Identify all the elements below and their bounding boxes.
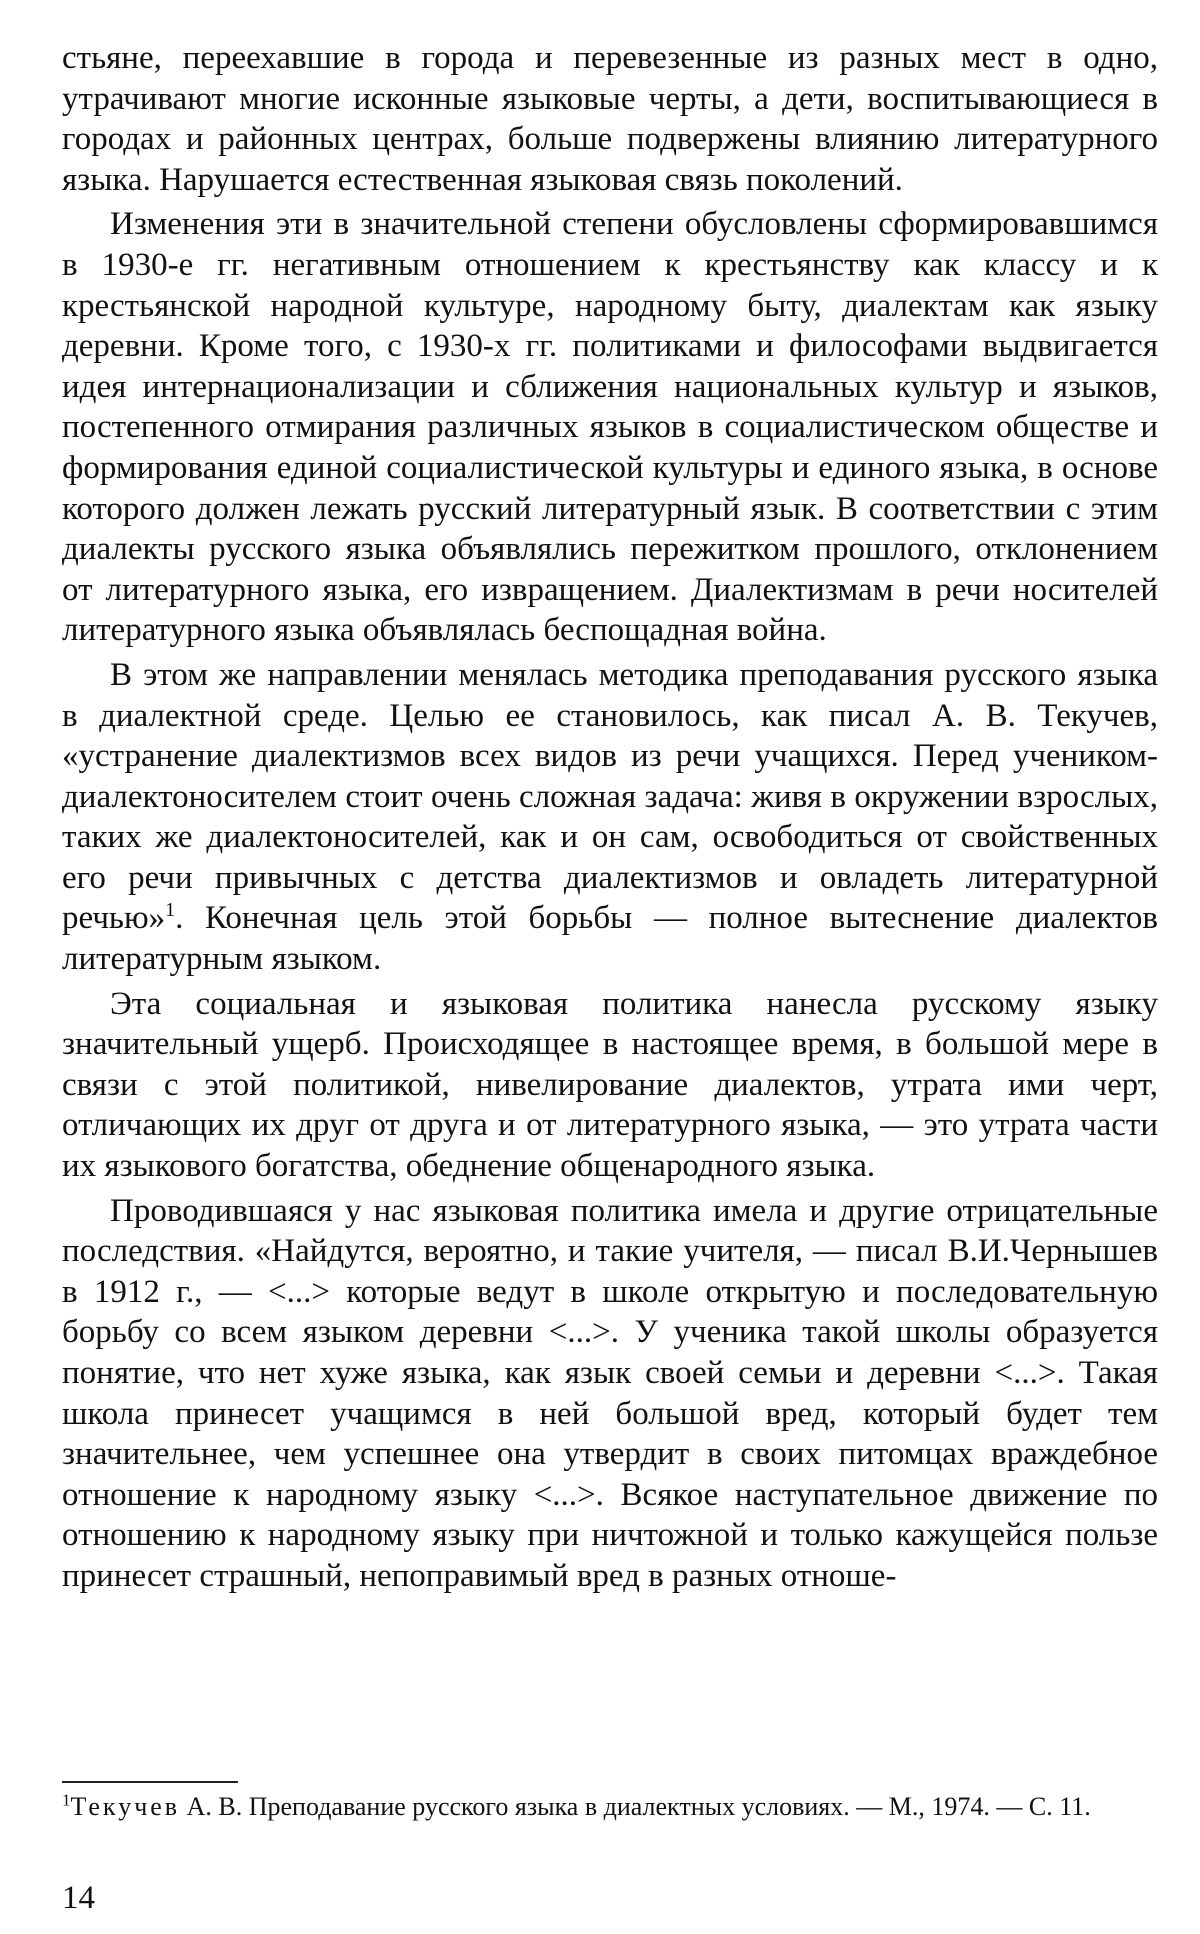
footnote-number: 1	[62, 1790, 71, 1810]
paragraph-3-text: В этом же направлении менялась методика преподавания русского языка в диалектной среде. Целью ее становилось, как писал А. В. Текучев, «устранение диалектизмов всех видов из речи учащихся. Перед учеником-диалектоносителем стоит очень сложная задача: живя в окружении взрослых, таких же диалектоносителей, как и он сам, освободиться от свойственных его речи привычных с детства диалектизмов и овладеть литературной речью»	[62, 656, 1158, 937]
paragraph-3-tail: . Конечная цель этой борьбы — полное вытеснение диалектов литературным языком.	[62, 900, 1158, 978]
footnote-marker: 1	[165, 899, 176, 922]
paragraph-4: Эта социальная и языковая политика нанесла русскому языку значительный ущерб. Происходящее в настоящее время, в большой мере в связи с этой политикой, нивелирование диалектов, утрата ими черт, отличающих их друг от друга и от литературного языка, — это утрата части их языкового богатства, обеднение общенародного языка.	[62, 985, 1158, 1185]
page-body	[62, 38, 1158, 1597]
paragraph-2: Изменения эти в значительной степени обусловлены сформировавшимся в 1930-е гг. негативным отношением к крестьянству как классу и к крестьянской народной культуре, народному быту, диалектам как языку деревни. Кроме того, с 1930-х гг. политиками и философами выдвигается идея интернационализации и сближения национальных культур и языков, постепенного отмирания различных языков в социалистическом обществе и формирования единой социалистической культуры и единого языка, в основе которого должен лежать русский литературный язык. В соответствии с этим диалекты русского языка объявлялись пережитком прошлого, отклонением от литературного языка, его извращением. Диалектизмам в речи носителей литературного языка объявлялась беспощадная война.	[62, 206, 1158, 649]
page-number: 14	[62, 1880, 95, 1916]
footnote-author: Текучев	[70, 1792, 181, 1821]
footnote	[62, 1790, 1158, 1824]
paragraph-5: Проводившаяся у нас языковая политика имела и другие отрицательные последствия. «Найдутся, вероятно, и такие учителя, — писал В.И.Чернышев в 1912 г., — <...> которые ведут в школе открытую и последовательную борьбу со всем языком деревни <...>. У ученика такой школы образуется понятие, что нет хуже языка, как язык своей семьи и деревни <...>. Такая школа принесет учащимся в ней большой вред, который будет тем значительнее, чем успешнее она утвердит в своих питомцах враждебное отношение к народному языку <...>. Всякое наступательное движение по отношению к народному языку при ничтожной и только кажущейся пользе принесет страшный, непоправимый вред в разных отноше-	[62, 1192, 1158, 1594]
footnote-text: А. В. Преподавание русского языка в диалектных условиях. — М., 1974. — С. 11.	[180, 1792, 1091, 1821]
footnote-separator	[62, 1781, 238, 1783]
paragraph-1: стьяне, переехавшие в города и перевезенные из разных мест в одно, утрачивают многие исконные языковые черты, а дети, воспитывающиеся в городах и районных центрах, больше подвержены влиянию литературного языка. Нарушается естественная языковая связь поколений.	[62, 40, 1158, 198]
paragraph-3	[62, 655, 1158, 980]
